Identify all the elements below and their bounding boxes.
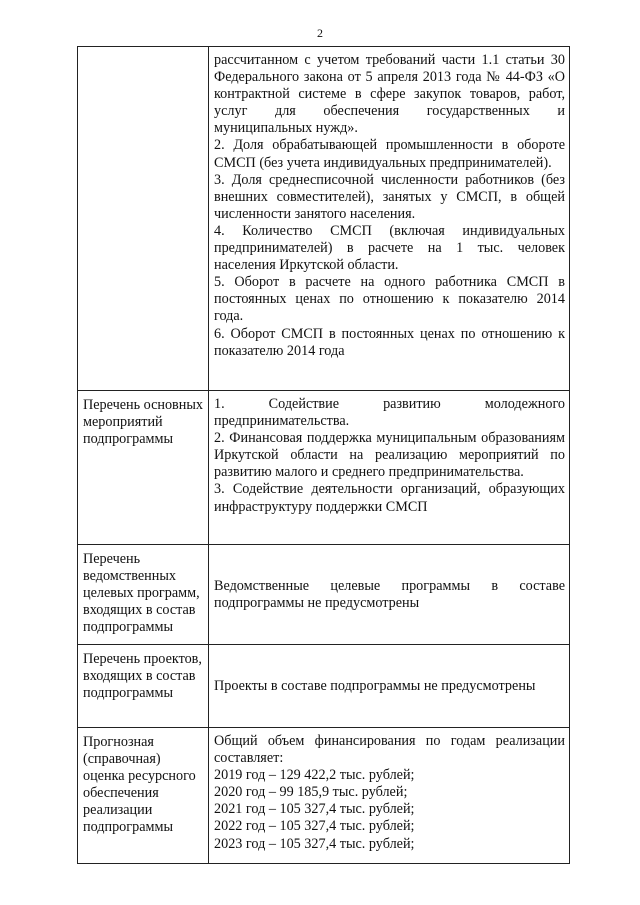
- funding-year-2019: 2019 год – 129 422,2 тыс. рублей;: [214, 767, 415, 784]
- subprogram-passport-table: [77, 46, 570, 864]
- funding-year-2022: 2022 год – 105 327,4 тыс. рублей;: [214, 818, 415, 835]
- row-content-indicators: [209, 47, 570, 391]
- funding-year-2021: 2021 год – 105 327,4 тыс. рублей;: [214, 801, 415, 818]
- page-number: 2: [317, 26, 323, 40]
- row-content-projects: [209, 645, 570, 728]
- row-label-empty: [78, 47, 209, 391]
- indicator-item-4: 4. Количество СМСП (включая индивидуальных предпринимателей) в расчете на 1 тыс. человек населения Иркутской области.: [214, 222, 565, 274]
- funding-year-2020: 2020 год – 99 185,9 тыс. рублей;: [214, 784, 408, 801]
- funding-year-2023: 2023 год – 105 327,4 тыс. рублей;: [214, 835, 415, 852]
- table-row-departmental-programs: [78, 545, 570, 645]
- row-label-resource-estimate: Прогнозная (справочная) оценка ресурсного обеспечения реализации подпрограммы: [78, 728, 209, 864]
- departmental-programs-text: Ведомственные целевые программы в составе подпрограммы не предусмотрены: [214, 577, 565, 611]
- row-label-main-activities: Перечень основных мероприятий подпрограммы: [78, 391, 209, 545]
- table-row-projects: [78, 645, 570, 728]
- row-content-resource-estimate: [209, 728, 570, 864]
- indicator-item-6: 6. Оборот СМСП в постоянных ценах по отношению к показателю 2014 года: [214, 325, 565, 359]
- indicator-item-2: 2. Доля обрабатывающей промышленности в обороте СМСП (без учета индивидуальных предпринимателей).: [214, 137, 565, 171]
- activity-item-2: 2. Финансовая поддержка муниципальным образованиям Иркутской области на реализацию мероприятий по развитию малого и среднего предпринимательства.: [214, 430, 565, 481]
- activity-item-1: 1. Содействие развитию молодежного предпринимательства.: [214, 396, 565, 430]
- projects-text: Проекты в составе подпрограммы не предусмотрены: [214, 677, 536, 694]
- row-content-departmental-programs: [209, 545, 570, 645]
- table-row-resource-estimate: [78, 728, 570, 864]
- row-label-projects: Перечень проектов, входящих в состав подпрограммы: [78, 645, 209, 728]
- indicator-item-3: 3. Доля среднесписочной численности работников (без внешних совместителей), занятых у СМСП, в общей численности занятого населения.: [214, 171, 565, 222]
- row-label-departmental-programs: Перечень ведомственных целевых программ, входящих в состав подпрограммы: [78, 545, 209, 645]
- row-content-main-activities: [209, 391, 570, 545]
- table-row-indicators: [78, 47, 570, 391]
- table-row-main-activities: [78, 391, 570, 545]
- activity-item-3: 3. Содействие деятельности организаций, образующих инфраструктуру поддержки СМСП: [214, 481, 565, 515]
- indicator-text-continuation: рассчитанном с учетом требований части 1.1 статьи 30 Федерального закона от 5 апреля 2013 года № 44-ФЗ «О контрактной системе в сфере закупок товаров, работ, услуг для обеспечения государственных и муниципальных нужд».: [214, 52, 565, 137]
- funding-intro: Общий объем финансирования по годам реализации составляет:: [214, 733, 565, 767]
- indicator-item-5: 5. Оборот в расчете на одного работника СМСП в постоянных ценах по отношению к показателю 2014 года.: [214, 274, 565, 325]
